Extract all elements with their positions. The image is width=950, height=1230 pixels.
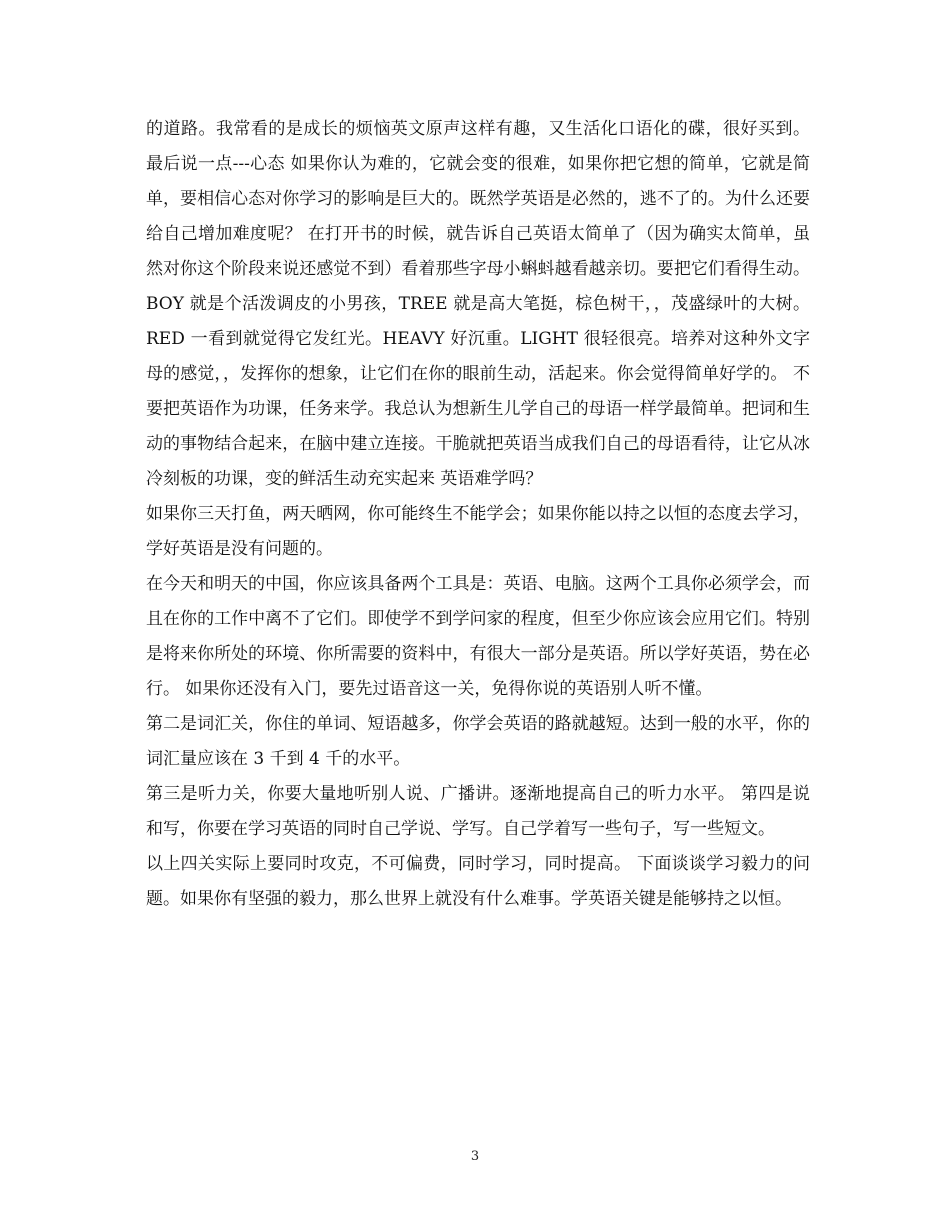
paragraph-2: 如果你三天打鱼，两天晒网，你可能终生不能学会；如果你能以持之以恒的态度去学习，学好英语是没有问题的。 xyxy=(146,504,810,559)
paragraph-4: 第二是词汇关，你住的单词、短语越多，你学会英语的路就越短。达到一般的水平，你的词汇量应该在 3 千到 4 千的水平。 xyxy=(146,714,810,769)
body-text xyxy=(146,112,810,917)
paragraph-3: 在今天和明天的中国，你应该具备两个工具是：英语、电脑。这两个工具你必须学会，而且在你的工作中离不了它们。即使学不到学问家的程度，但至少你应该会应用它们。特别是将来你所处的环境、你所需要的资料中，有很大一部分是英语。所以学好英语，势在必行。 如果你还没有入门，要先过语音这一关，免得你说的英语别人听不懂。 xyxy=(146,574,810,699)
paragraph-6: 以上四关实际上要同时攻克，不可偏费，同时学习，同时提高。 下面谈谈学习毅力的问题。如果你有坚强的毅力，那么世界上就没有什么难事。学英语关键是能够持之以恒。 xyxy=(146,854,810,909)
paragraph-5: 第三是听力关，你要大量地听别人说、广播讲。逐渐地提高自己的听力水平。 第四是说和写，你要在学习英语的同时自己学说、学写。自己学着写一些句子，写一些短文。 xyxy=(146,784,810,839)
page-number: 3 xyxy=(470,1149,480,1164)
paragraph-1: 的道路。我常看的是成长的烦恼英文原声这样有趣，又生活化口语化的碟，很好买到。 最后说一点---心态 如果你认为难的，它就会变的很难，如果你把它想的简单，它就是简单，要相信心态对你学习的影响是巨大的。既然学英语是必然的，逃不了的。为什么还要给自己增加难度呢？ 在打开书的时候，就告诉自己英语太简单了（因为确实太简单，虽然对你这个阶段来说还感觉不到）看着那些字母小蝌蚪越看越亲切。要把它们看得生动。BOY 就是个活泼调皮的小男孩，TREE 就是高大笔挺，棕色树干，，茂盛绿叶的大树。RED 一看到就觉得它发红光。HEAVY 好沉重。LIGHT 很轻很亮。培养对这种外文字母的感觉，，发挥你的想象，让它们在你的眼前生动，活起来。你会觉得简单好学的。 不要把英语作为功课，任务来学。我总认为想新生儿学自己的母语一样学最简单。把词和生动的事物结合起来，在脑中建立连接。干脆就把英语当成我们自己的母语看待，让它从冰冷刻板的功课，变的鲜活生动充实起来 英语难学吗？ xyxy=(146,119,810,489)
